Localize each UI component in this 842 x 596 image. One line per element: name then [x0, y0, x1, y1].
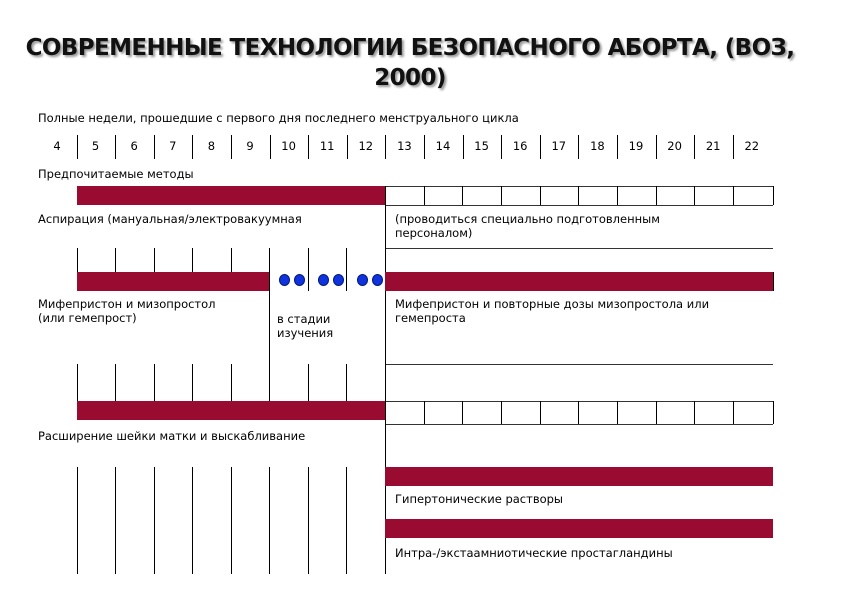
week-label: 22	[744, 139, 760, 153]
slide-title-line-1: СОВРЕМЕННЫЕ ТЕХНОЛОГИИ БЕЗОПАСНОГО АБОРТА, (ВОЗ,	[25, 35, 795, 61]
grid-line	[617, 401, 618, 424]
mife-late-label-line-1: Мифепристон и повторные дозы мизопростола или	[395, 297, 710, 311]
slide-title-line-2: 2000)	[374, 65, 446, 91]
grid-line	[501, 401, 502, 424]
grid-line	[424, 401, 425, 424]
week-label: 4	[53, 139, 61, 153]
preferred-methods-bar	[77, 186, 385, 205]
week-separator	[540, 135, 541, 159]
grid-line	[773, 272, 774, 291]
grid-line	[385, 424, 773, 425]
week-separator	[463, 135, 464, 159]
week-separator	[192, 135, 193, 159]
week-separator	[154, 135, 155, 159]
week-label: 16	[512, 139, 528, 153]
week-label: 18	[590, 139, 605, 153]
grid-line	[694, 186, 695, 205]
grid-line	[385, 186, 386, 205]
mife-late-label-line-2: гемепроста	[395, 311, 466, 325]
grid-line	[733, 401, 734, 424]
grid-line	[115, 467, 116, 574]
study-dot	[333, 274, 344, 286]
grid-line	[346, 467, 347, 574]
grid-line	[231, 467, 232, 574]
mife-early-bar	[77, 401, 385, 420]
study-dot	[357, 274, 368, 286]
grid-line	[424, 186, 425, 205]
week-label: 7	[169, 139, 177, 153]
grid-line	[462, 401, 463, 424]
study-dot	[318, 274, 329, 286]
week-separator	[77, 135, 78, 159]
grid-line	[773, 401, 774, 424]
week-separator	[270, 135, 271, 159]
grid-line	[385, 186, 773, 187]
grid-line	[77, 467, 78, 574]
weeks-header: Полные недели, прошедшие с первого дня последнего менструального цикла	[38, 111, 519, 125]
week-label: 12	[358, 139, 374, 153]
grid-line	[385, 401, 773, 402]
week-separator	[385, 135, 386, 159]
week-separator	[656, 135, 657, 159]
week-label: 11	[319, 139, 335, 153]
grid-line	[192, 467, 193, 574]
grid-line	[733, 186, 734, 205]
grid-line	[656, 186, 657, 205]
grid-line	[578, 401, 579, 424]
grid-line	[501, 186, 502, 205]
week-label: 6	[130, 139, 138, 153]
aspiration-late-bar	[385, 272, 773, 291]
grid-line	[385, 364, 773, 365]
week-label: 10	[281, 139, 296, 153]
grid-line	[656, 401, 657, 424]
aspiration-label: Аспирация (мануальная/электровакуумная	[38, 212, 302, 226]
week-label: 5	[91, 139, 100, 153]
week-label: 14	[435, 139, 451, 153]
preferred-methods-label: Предпочитаемые методы	[38, 167, 194, 181]
week-separator	[308, 135, 309, 159]
study-dot	[279, 274, 290, 286]
week-separator	[424, 135, 425, 159]
grid-line	[385, 401, 386, 424]
grid-line	[308, 467, 309, 574]
grid-line	[773, 186, 774, 205]
aspiration-note-line-1: (проводиться специально подготовленным	[395, 212, 660, 226]
week-separator	[501, 135, 502, 159]
mife-early-label-line-1: Мифепристон и мизопростол	[38, 297, 216, 311]
week-label: 9	[246, 139, 254, 153]
study-dot	[294, 274, 305, 286]
week-separator	[231, 135, 232, 159]
week-separator	[694, 135, 695, 159]
grid-line	[694, 401, 695, 424]
grid-line	[540, 186, 541, 205]
dilation-curettage-label: Расширение шейки матки и выскабливание	[38, 429, 306, 443]
week-separator	[115, 135, 116, 159]
study-dot	[372, 274, 383, 286]
grid-line	[269, 248, 270, 291]
grid-line	[385, 205, 773, 206]
week-label: 20	[667, 139, 682, 153]
grid-line	[617, 186, 618, 205]
week-label: 8	[207, 139, 216, 153]
week-separator	[578, 135, 579, 159]
aspiration-early-bar	[77, 272, 269, 291]
grid-line	[346, 248, 347, 291]
week-label: 17	[551, 139, 567, 153]
grid-line	[385, 205, 386, 248]
grid-line	[385, 248, 773, 249]
hypertonic-label: Гипертонические растворы	[395, 492, 564, 506]
aspiration-note-line-2: персоналом)	[395, 226, 473, 240]
grid-line	[578, 186, 579, 205]
grid-line	[385, 424, 386, 467]
mife-early-label-line-2: (или гемепрост)	[38, 311, 137, 325]
dilation-curettage-bar	[385, 467, 773, 486]
grid-line	[154, 467, 155, 574]
grid-line	[269, 467, 270, 574]
week-label: 15	[474, 139, 489, 153]
under-study-label-line-1: в стадии	[277, 312, 331, 326]
week-separator	[347, 135, 348, 159]
grid-line	[540, 401, 541, 424]
week-label: 13	[397, 139, 412, 153]
week-label: 21	[705, 139, 721, 153]
week-separator	[733, 135, 734, 159]
prostaglandins-label: Интра-/экстаамниотические простагландины	[395, 546, 673, 560]
grid-line	[308, 248, 309, 291]
week-separator	[617, 135, 618, 159]
week-label: 19	[628, 139, 644, 153]
grid-line	[462, 186, 463, 205]
hypertonic-bar	[385, 519, 773, 538]
under-study-label-line-2: изучения	[277, 326, 334, 340]
